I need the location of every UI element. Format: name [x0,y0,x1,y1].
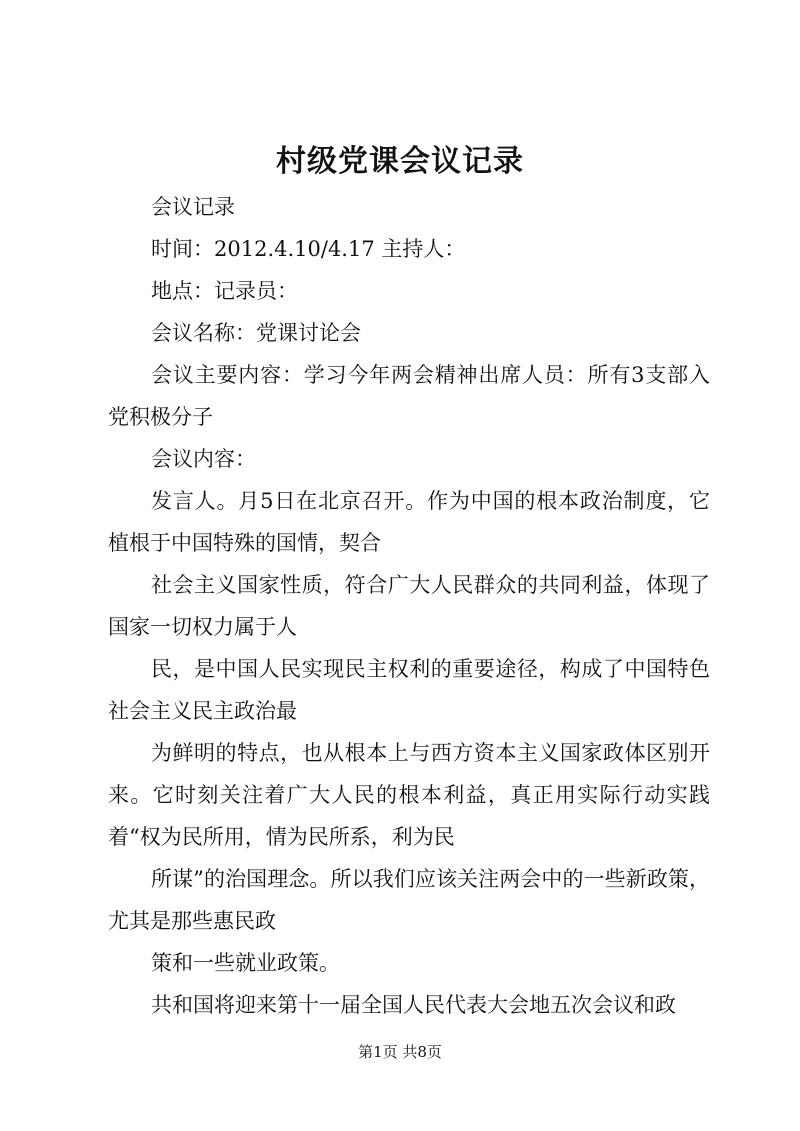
document-body [108,186,710,1026]
page-footer: 第1页 共8页 [358,1043,442,1061]
paragraph-socialist-nature: 社会主义国家性质，符合广大人民群众的共同利益，体现了国家一切权力属于人 [108,573,710,639]
document-title: 村级党课会议记录 [276,144,524,179]
paragraph-meeting-content: 会议内容： [151,447,256,471]
paragraph-meeting-record: 会议记录 [151,195,235,219]
paragraph-time-host: 时间：2012.4.10/4.17 主持人： [151,237,466,261]
paragraph-democratic-rights: 民，是中国人民实现民主权利的重要途径，构成了中国特色社会主义民主政治最 [108,657,710,723]
paragraph-speaker: 发言人。月5日在北京召开。作为中国的根本政治制度，它植根于中国特殊的国情，契合 [108,489,710,555]
paragraph-meeting-name: 会议名称：党课讨论会 [151,321,361,345]
paragraph-employment-policy: 策和一些就业政策。 [151,951,340,975]
paragraph-npc-session: 共和国将迎来第十一届全国人民代表大会地五次会议和政 [151,993,676,1017]
paragraph-location-recorder: 地点：记录员： [151,279,298,303]
paragraph-governance-concept: 所谋”的治国理念。所以我们应该关注两会中的一些新政策，尤其是那些惠民政 [108,867,710,933]
paragraph-main-content: 会议主要内容：学习今年两会精神出席人员：所有3支部入党积极分子 [108,363,710,429]
paragraph-distinct-features: 为鲜明的特点，也从根本上与西方资本主义国家政体区别开来。它时刻关注着广大人民的根本利益，真正用实际行动实践着“权为民所用，情为民所系，利为民 [108,741,710,849]
